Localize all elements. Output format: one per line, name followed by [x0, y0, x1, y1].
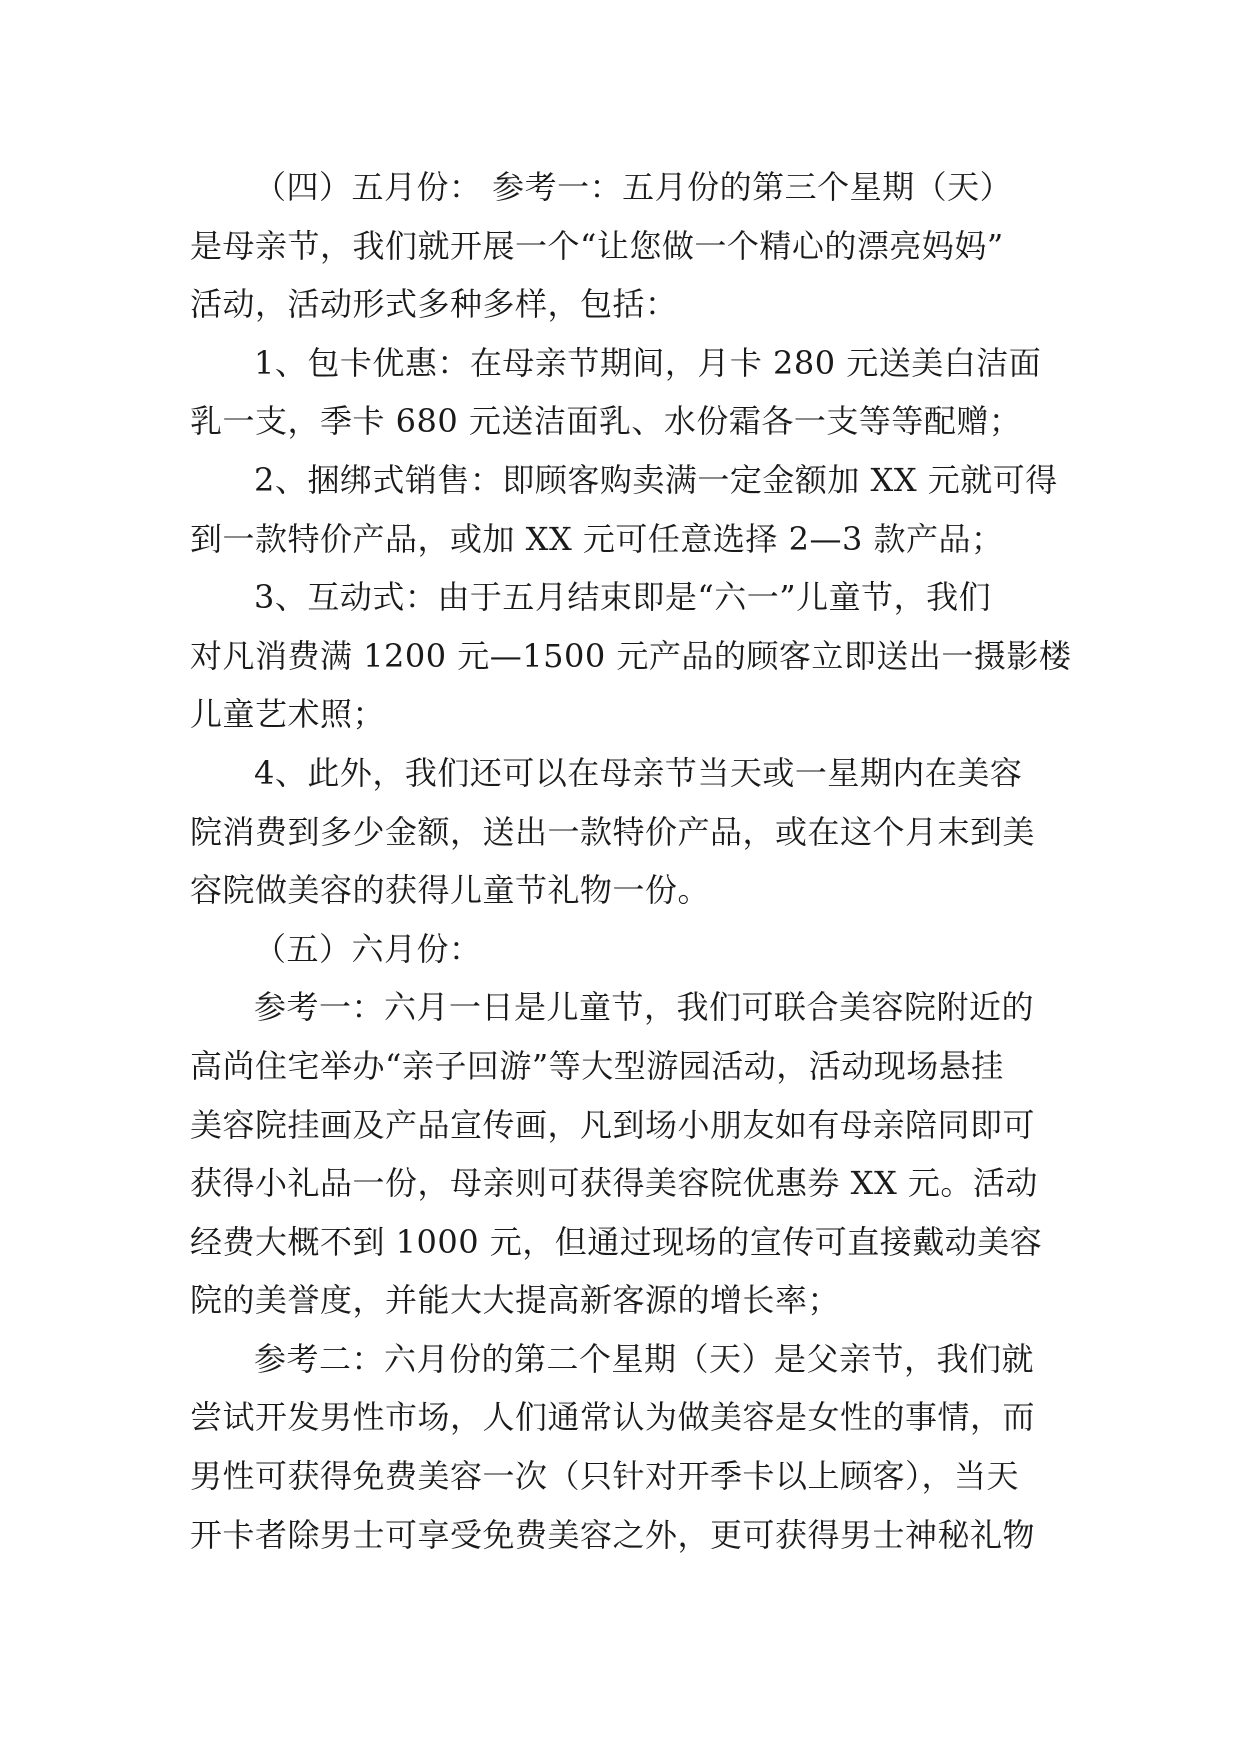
document-body [190, 158, 1072, 1564]
text-line: 高尚住宅举办“亲子回游”等大型游园活动，活动现场悬挂 [190, 1046, 1004, 1085]
text-line: 2、捆绑式销售：即顾客购卖满一定金额加 XX 元就可得 [254, 460, 1058, 499]
text-line: 尝试开发男性市场，人们通常认为做美容是女性的事情，而 [190, 1398, 1036, 1437]
text-line: 院消费到多少金额，送出一款特价产品，或在这个月末到美 [190, 812, 1036, 851]
text-line: 经费大概不到 1000 元，但通过现场的宣传可直接戴动美容 [190, 1222, 1043, 1261]
section-heading: （五）六月份： [254, 929, 482, 968]
text-line: 开卡者除男士可享受免费美容之外，更可获得男士神秘礼物 [190, 1515, 1036, 1554]
text-line: 是母亲节，我们就开展一个“让您做一个精心的漂亮妈妈” [190, 226, 1004, 265]
text-line: 参考二：六月份的第二个星期（天）是父亲节，我们就 [254, 1339, 1035, 1378]
text-line: 4、此外，我们还可以在母亲节当天或一星期内在美容 [254, 753, 1023, 792]
text-line: 获得小礼品一份，母亲则可获得美容院优惠券 XX 元。活动 [190, 1164, 1038, 1203]
text-line: 男性可获得免费美容一次（只针对开季卡以上顾客），当天 [190, 1457, 1020, 1496]
text-line: 3、互动式：由于五月结束即是“六一”儿童节，我们 [254, 578, 992, 617]
text-line: 到一款特价产品，或加 XX 元可任意选择 2—3 款产品； [190, 519, 1004, 558]
text-line: 对凡消费满 1200 元—1500 元产品的顾客立即送出一摄影楼 [190, 636, 1072, 675]
text-line: 乳一支，季卡 680 元送洁面乳、水份霜各一支等等配赠； [190, 402, 1022, 441]
text-line: 参考一：六月一日是儿童节，我们可联合美容院附近的 [254, 988, 1035, 1027]
text-line: 活动，活动形式多种多样，包括： [190, 285, 678, 324]
text-line: 美容院挂画及产品宣传画，凡到场小朋友如有母亲陪同即可 [190, 1105, 1036, 1144]
text-line: 儿童艺术照； [190, 695, 386, 734]
text-line: 容院做美容的获得儿童节礼物一份。 [190, 871, 711, 910]
text-line: （四）五月份： 参考一：五月份的第三个星期（天） [254, 168, 1013, 206]
text-line: 1、包卡优惠：在母亲节期间，月卡 280 元送美白洁面 [254, 343, 1042, 382]
text-line: 院的美誉度，并能大大提高新客源的增长率； [190, 1281, 841, 1320]
